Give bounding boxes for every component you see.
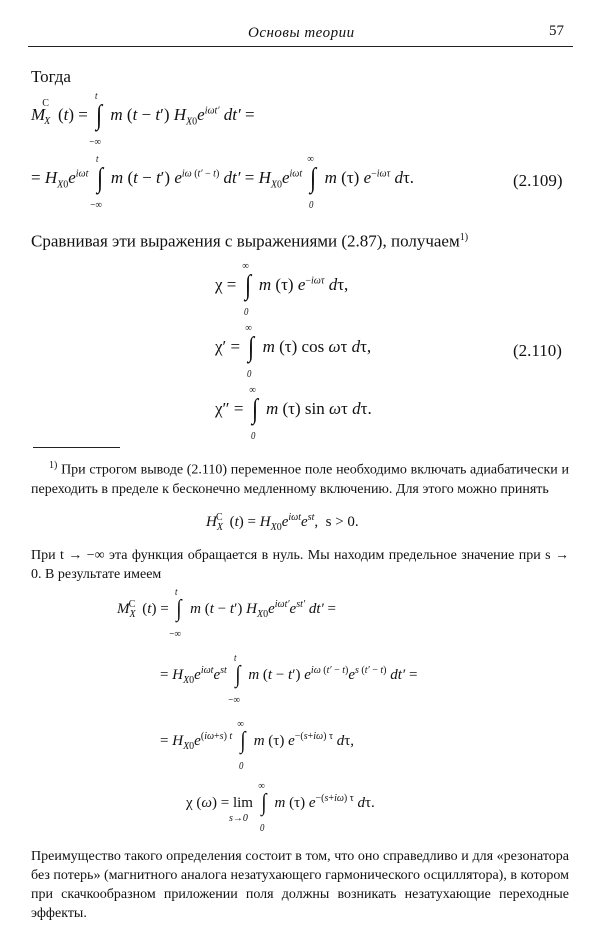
equation-number-2-110: (2.110) [513,341,562,360]
header-rule [28,46,573,47]
footnote-text: При строгом выводе (2.110) переменное поле необходимо включать адиабатически и переходить в пределе к бесконечно медленному включению. Для этого можно принять [31,462,569,497]
footnote-eq-line1: $M_X^C$ (t) = ∫ t −∞ m (t − t′) $H_{X0}e^{i\omega t'}e^{st'}$ dt′ = [117,586,336,640]
equation-chi: χ = ∫ ∞ 0 m (τ) $e^{-i\omega\tau}$ dτ, [215,260,349,318]
equation-number-2-109: (2.109) [513,171,563,190]
footnote-eq-line3: = $H_{X0}e^{(i\omega+s) t}$ ∫ ∞ 0 m (τ) $e^{-(s+i\omega) \tau}$ dτ, [160,718,355,772]
footnote-limit-text: При t → −∞ эта функция обращается в нуль. Мы находим предельное значение при s → 0. В результате имеем [31,548,569,582]
equation-chi-double-prime: χ″ = ∫ ∞ 0 m (τ) sin ωτ dτ. [215,384,372,442]
equation-2-109-line2: = $H_{X0}e^{i\omega t}$ ∫ t −∞ m (t − t′) $e^{i\omega (t' - t)}$ $dt' = H_{X0}e^{i\omega t}$ ∫ ∞ 0 m (τ) $e^{-i\omega\tau}$ dτ. [31,153,415,211]
footnote-paragraph [31,456,569,499]
running-header: Основы теории [248,25,355,41]
intro-word: Тогда [31,67,71,86]
footnote-mark: 1) [49,460,58,471]
equation-chi-prime: χ′ = ∫ ∞ 0 m (τ) cos ωτ dτ, [215,322,372,380]
footnote-formula-adiabatic: $H_X^C$ $(t) = H_{X0}e^{i\omega t}e^{st}$, s > 0. [206,512,359,533]
page-number: 57 [549,23,564,39]
formula-condition: s > 0. [325,514,359,530]
footnote-eq-line2: = $H_{X0}e^{i\omega t}e^{st}$ ∫ t −∞ m (t − t′) $e^{i\omega (t' - t)}e^{s (t' - t)}$ dt′ = [160,652,418,706]
footnote-separator [33,447,120,448]
footnote-eq-line4: χ (ω) = lim s→0 ∫ ∞ 0 m (τ) $e^{-(s+i\omega) \tau}$ dτ. [186,780,375,834]
equation-2-109-line1: $M_X^C(t)$ = ∫ t −∞ m (t − t′) $H_{X0}e^{i\omega t'}$ dt′ = [31,90,255,148]
comparison-text: Сравнивая эти выражения с выражениями (2.87), получаем [31,231,460,251]
comparison-paragraph [31,227,571,253]
footnote-ref: 1) [459,232,469,243]
closing-paragraph: Преимущество такого определения состоит в том, что оно справедливо и для «резонатора без потерь» (магнитного аналога незатухающего гармонического осциллятора), в котором при скачкообразном приложении поля должны возникать незатухающие переходные эффекты. [31,849,569,921]
